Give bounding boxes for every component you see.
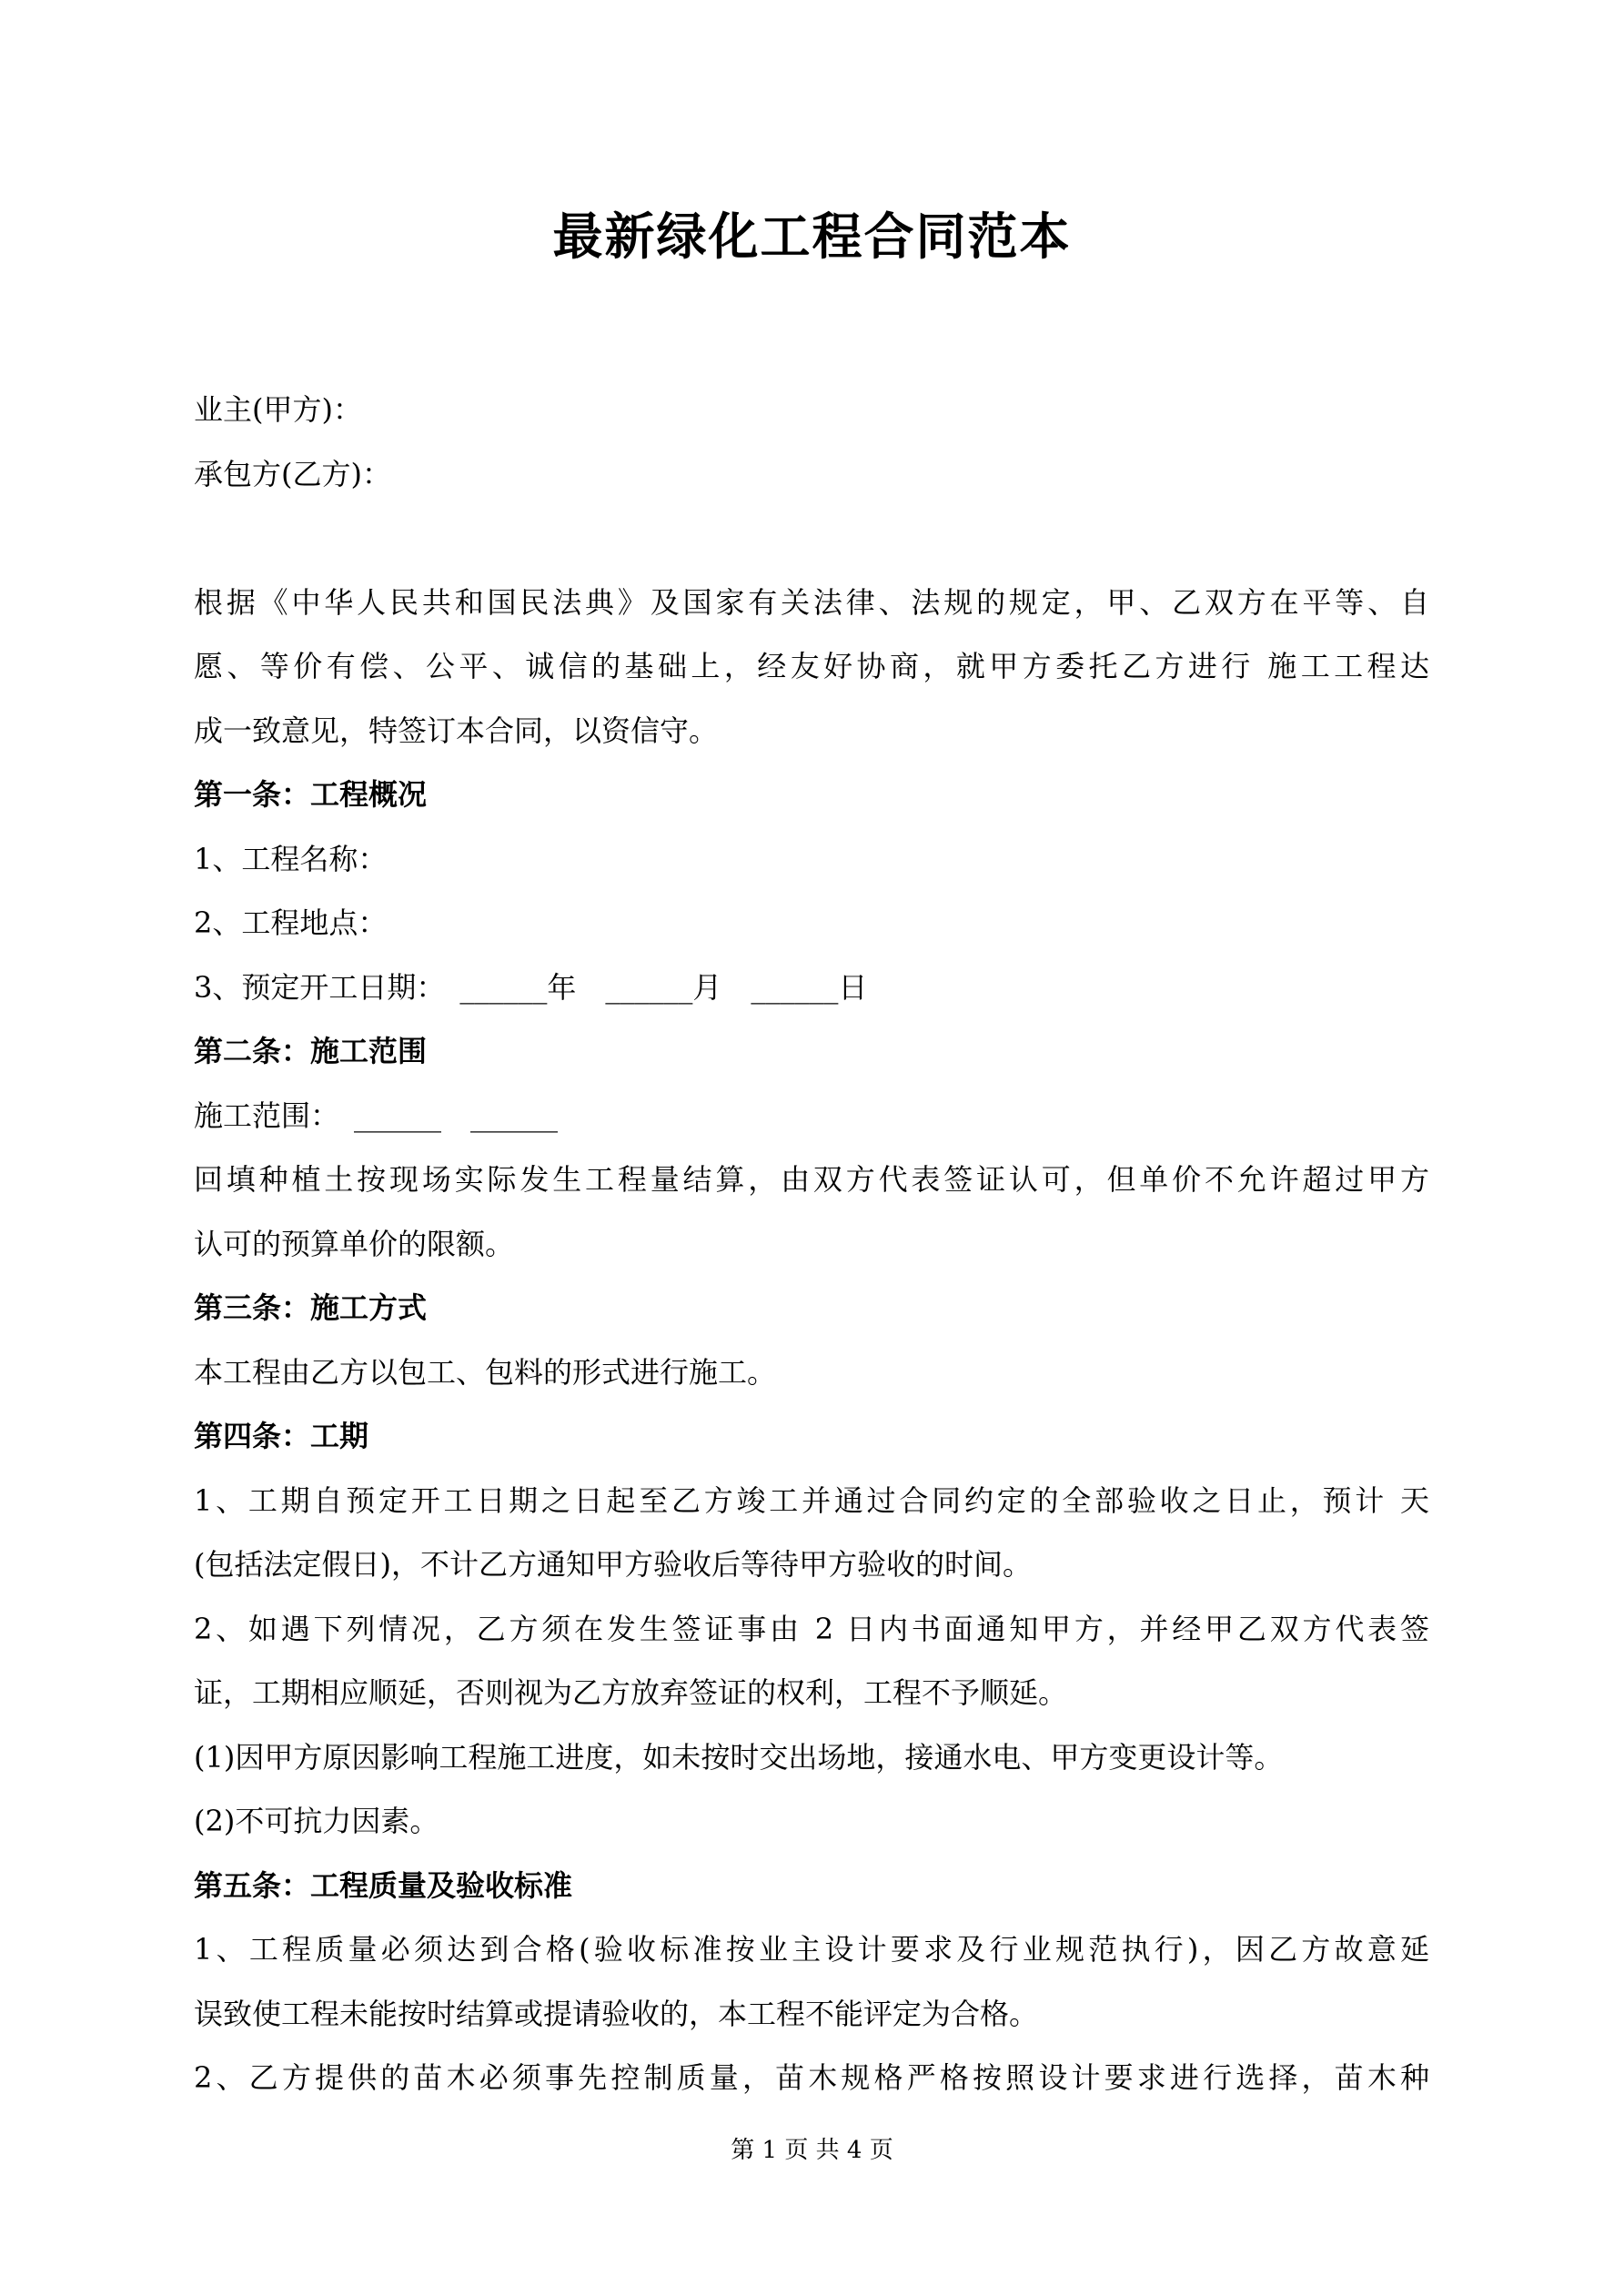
text-line: 业主(甲方)： [194, 392, 362, 427]
text-line: 本工程由乙方以包工、包料的形式进行施工。 [194, 1354, 777, 1390]
text-line: (2)不可抗力因素。 [194, 1804, 439, 1838]
text-line: (1)因甲方原因影响工程施工进度，如未按时交出场地，接通水电、甲方变更设计等。 [194, 1739, 1284, 1775]
text-line: 成一致意见，特签订本合同，以资信守。 [194, 713, 719, 748]
text-line: 施工范围： ______ ______ [194, 1097, 559, 1133]
section-heading: 第五条：工程质量及验收标准 [194, 1867, 573, 1903]
text-line: 回填种植土按现场实际发生工程量结算，由双方代表签证认可，但单价不允许超过甲方 [194, 1162, 1429, 1197]
text-line: 证，工期相应顺延，否则视为乙方放弃签证的权利，工程不予顺延。 [194, 1675, 1068, 1710]
page-number-footer: 第 1 页 共 4 页 [731, 2137, 893, 2164]
text-line: 2、乙方提供的苗木必须事先控制质量，苗木规格严格按照设计要求进行选择，苗木种 [194, 2060, 1429, 2095]
section-heading: 第三条：施工方式 [194, 1290, 428, 1325]
section-heading: 第一条：工程概况 [194, 777, 428, 812]
section-heading: 第四条：工期 [194, 1419, 369, 1453]
text-line: 根据《中华人民共和国民法典》及国家有关法律、法规的规定，甲、乙双方在平等、自 [194, 584, 1429, 620]
text-line: 误致使工程未能按时结算或提请验收的，本工程不能评定为合格。 [194, 1996, 1039, 2031]
document-title: 最新绿化工程合同范本 [552, 207, 1072, 266]
text-line: 2、如遇下列情况，乙方须在发生签证事由 2 日内书面通知甲方，并经甲乙双方代表签 [194, 1611, 1429, 1646]
blank-line [194, 506, 1429, 571]
section-heading: 第二条：施工范围 [194, 1034, 428, 1068]
text-line: 2、工程地点： [194, 905, 388, 940]
text-line: 认可的预算单价的限额。 [194, 1226, 515, 1261]
text-line: 1、工程质量必须达到合格(验收标准按业主设计要求及行业规范执行)，因乙方故意延 [194, 1932, 1429, 1967]
text-line: 1、工程名称： [194, 841, 388, 876]
text-line: 1、工期自预定开工日期之日起至乙方竣工并通过合同约定的全部验收之日止，预计 天 [194, 1482, 1429, 1518]
document-body [194, 378, 1429, 2110]
text-line: 3、预定开工日期： ______年 ______月 ______日 [194, 969, 868, 1005]
text-line: 承包方(乙方)： [194, 456, 391, 491]
text-line: (包括法定假日)，不计乙方通知甲方验收后等待甲方验收的时间。 [194, 1547, 1032, 1582]
text-line: 愿、等价有偿、公平、诚信的基础上，经友好协商，就甲方委托乙方进行 施工工程达 [194, 649, 1429, 683]
